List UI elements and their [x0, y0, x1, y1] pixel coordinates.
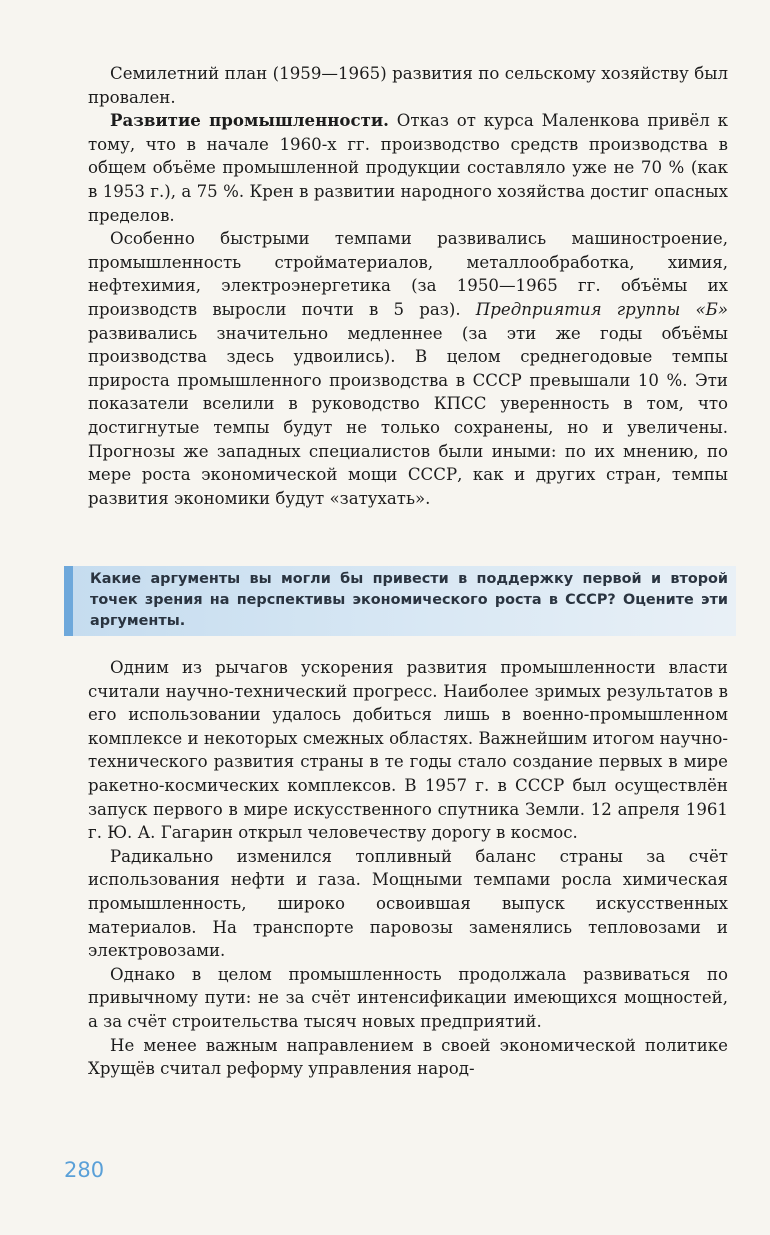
- question-box: [64, 566, 736, 636]
- question-accent-bar: [64, 566, 73, 636]
- page-number: 280: [64, 1158, 105, 1182]
- paragraph-seven-year-plan: Семилетний план (1959—1965) развития по сельскому хозяйству был провален.: [88, 64, 728, 107]
- section-heading-industry: Развитие промышленности.: [110, 110, 389, 131]
- text-block-top: [88, 62, 728, 510]
- text-block-bottom: [88, 656, 728, 1081]
- paragraph-fuel-balance: Радикально изменился топливный баланс страны за счёт использования нефти и газа. Мощными темпами росла химическая промышленность, широко освоившая выпуск искусственных материалов. На транспорте паровозы заменялись тепловозами и электровозами.: [88, 846, 728, 961]
- paragraph-growth-rates: [88, 227, 728, 510]
- term-group-b: Предприятия группы «Б»: [475, 299, 728, 319]
- paragraph-industry-development: [88, 109, 728, 227]
- paragraph-industry-text: Отказ от курса Маленкова привёл к тому, что в начале 1960-х гг. производство средств производства в общем объёме промышленной продукции составляло уже не 70 % (как в 1953 г.), а 75 %. Крен в развитии народного хозяйства достиг опасных пределов.: [88, 111, 728, 225]
- paragraph-management-reform: Не менее важным направлением в своей экономической политике Хрущёв считал реформу управления народ-: [88, 1035, 728, 1079]
- paragraph-scientific-progress: Одним из рычагов ускорения развития промышленности власти считали научно-технический прогресс. Наиболее зримых результатов в его использовании удалось добиться лишь в военно-промышленном комплексе и некоторых смежных областях. Важнейшим итогом научно-технического развития страны в те годы стало создание первых в мире ракетно-космических комплексов. В 1957 г. в СССР был осуществлён запуск первого в мире искусственного спутника Земли. 12 апреля 1961 г. Ю. А. Гагарин открыл человечеству дорогу в космос.: [88, 658, 728, 843]
- paragraph-growth-text-b: развивались значительно медленнее (за эти же годы объёмы производства здесь удвоились). В целом среднегодовые темпы прироста промышленного производства в СССР превышали 10 %. Эти показатели вселили в руководство КПСС уверенность в том, что достигнутые темпы будут не только сохранены, но и увеличены. Прогнозы же западных специалистов были иными: по их мнению, по мере роста экономической мощи СССР, как и других стран, темпы развития экономики будут «затухать».: [88, 323, 728, 508]
- paragraph-growth-text-a: Особенно быстрыми темпами развивались машиностроение, промышленность стройматериалов, металлообработка, химия, нефтехимия, электроэнергетика (за 1950—1965 гг. объёмы их производств выросли почти в 5 раз).: [88, 229, 728, 319]
- question-text: Какие аргументы вы могли бы привести в поддержку первой и второй точек зрения на перспективы экономического роста в СССР? Оцените эти аргументы.: [90, 571, 728, 629]
- paragraph-extensive-path: Однако в целом промышленность продолжала развиваться по привычному пути: не за счёт интенсификации имеющихся мощностей, а за счёт строительства тысяч новых предприятий.: [88, 964, 728, 1031]
